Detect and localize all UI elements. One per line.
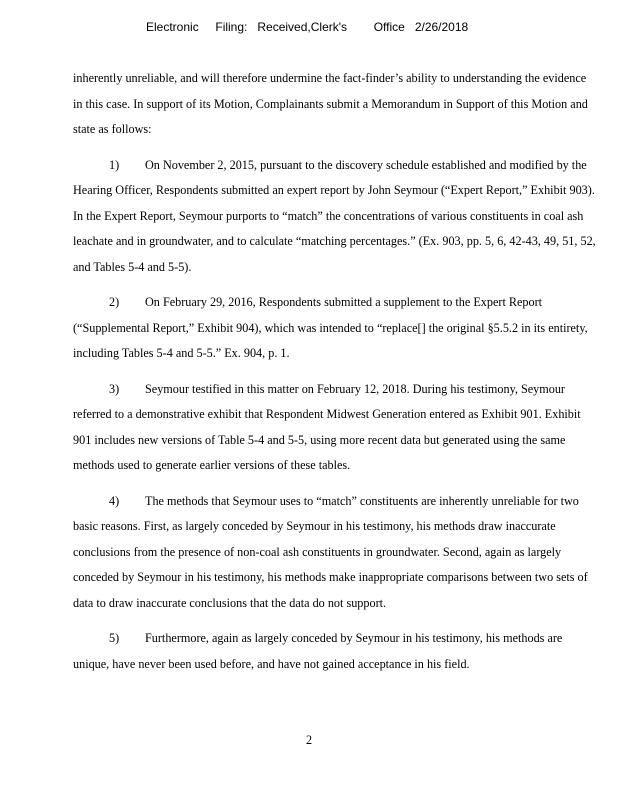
paragraph-1 xyxy=(73,153,598,281)
paragraph-number: 4) xyxy=(109,493,120,508)
paragraph-text: The methods that Seymour uses to “match” constituents are inherently unreliable for two basic reasons. First, as largely conceded by Seymour in his testimony, his methods draw inaccurate conclusions from the presence of non-coal ash constituents in groundwater. Second, again as largely conceded by Seymour in his testimony, his methods make inappropriate comparisons between two sets of data to draw inaccurate conclusions that the data do not support. xyxy=(73,493,588,610)
intro-paragraph xyxy=(73,66,598,143)
paragraph-number: 5) xyxy=(109,631,120,645)
paragraph-4 xyxy=(73,489,598,617)
paragraph-text: inherently unreliable, and will therefore undermine the fact-finder’s ability to understanding the evidence in this case. In support of its Motion, Complainants submit a Memorandum in Support of this Motion and state as follows: xyxy=(73,71,588,136)
filing-header: Electronic Filing: Received,Clerk's Office 2/26/2018 xyxy=(146,20,469,34)
paragraph-number: 3) xyxy=(109,381,120,396)
paragraph-text: On February 29, 2016, Respondents submitted a supplement to the Expert Report (“Supplemental Report,” Exhibit 904), which was intended to “replace[] the original §5.5.2 in its entirety, including Tables 5-4 and 5-5.” Ex. 904, p. 1. xyxy=(73,295,588,360)
paragraph-text: On November 2, 2015, pursuant to the discovery schedule established and modified by the Hearing Officer, Respondents submitted an expert report by John Seymour (“Expert Report,” Exhibit 903). In the Expert Report, Seymour purports to “match” the concentrations of various constituents in coal ash leachate and in groundwater, and to calculate “matching percentages.” (Ex. 903, pp. 5, 6, 42-43, 49, 51, 52, and Tables 5-4 and 5-5). xyxy=(73,157,596,274)
paragraph-3 xyxy=(73,377,598,479)
paragraph-number: 2) xyxy=(109,295,120,309)
paragraph-5 xyxy=(73,626,598,677)
page-number: 2 xyxy=(305,733,313,747)
paragraph-text: Seymour testified in this matter on February 12, 2018. During his testimony, Seymour referred to a demonstrative exhibit that Respondent Midwest Generation entered as Exhibit 901. Exhibit 901 includes new versions of Table 5-4 and 5-5, using more recent data but generated using the same methods used to generate earlier versions of these tables. xyxy=(73,381,581,472)
paragraph-2 xyxy=(73,290,598,367)
document-body xyxy=(73,66,598,677)
paragraph-text: Furthermore, again as largely conceded by Seymour in his testimony, his methods are unique, have never been used before, and have not gained acceptance in his field. xyxy=(73,631,563,671)
paragraph-number: 1) xyxy=(109,157,120,172)
